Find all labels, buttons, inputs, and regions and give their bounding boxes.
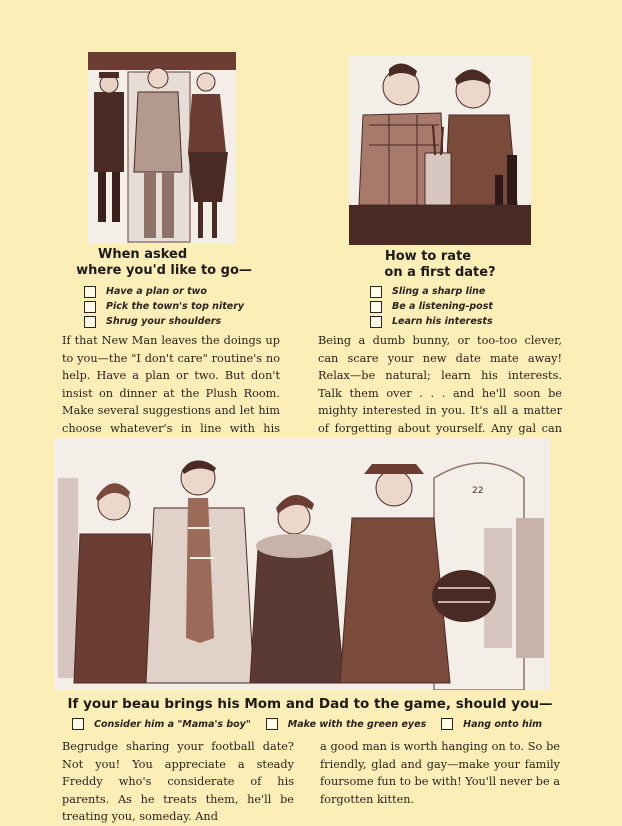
section3-heading: If your beau brings his Mom and Dad to the game, should you— [67,696,553,712]
section1-heading-line1: When asked [98,247,188,262]
section3-option-2[interactable]: Make with the green eyes [266,718,426,730]
checkbox[interactable] [84,316,96,328]
section2-option-1[interactable]: Sling a sharp line [370,284,493,299]
section2-option-3[interactable]: Learn his interests [370,314,493,329]
section3-option-3[interactable]: Hang onto him [441,718,542,730]
section1-option-2[interactable]: Pick the town's top nitery [84,299,244,314]
section3-body-left: Begrudge sharing your football date? Not you! You appreciate a steady Freddy who's considerate of his parents. As he treats them, he'll be treating you, someday. And [62,740,294,823]
checkbox[interactable] [84,286,96,298]
section1-options [84,284,244,329]
section1-option-1[interactable]: Have a plan or two [84,284,244,299]
section3-options [72,718,542,730]
checkbox[interactable] [370,301,382,313]
section2-option-2[interactable]: Be a listening-post [370,299,493,314]
section1-heading-line2: where you'd like to go— [76,263,252,278]
checkbox[interactable] [84,301,96,313]
section2-heading [340,249,540,281]
section2-body: Being a dumb bunny, or too-too clever, can scare your new date mate away! Relax—be natural; learn his interests. Talk them over . . . and he'll soon be mighty interested in you. It's all a matter of forgetting about yourself. Any gal can [318,334,562,435]
section1-heading [64,247,264,279]
illustration-restaurant-entrance [88,52,236,244]
checkbox[interactable] [441,718,453,730]
illustration-soda-fountain [349,55,531,245]
section2-heading-line1: How to rate [384,249,472,264]
checkbox[interactable] [266,718,278,730]
section1-body: If that New Man leaves the doings up to you—the "I don't care" routine's no help. Have a plan or two. But don't insist on dinner at the Plush Room. Make several suggestions and let him choose whatever's in line with his [62,334,280,435]
section2-heading-line2: on a first date? [384,265,496,280]
section2-options [370,284,493,329]
checkbox[interactable] [72,718,84,730]
section1-option-3[interactable]: Shrug your shoulders [84,314,244,329]
checkbox[interactable] [370,316,382,328]
door-number: 22 [472,486,484,496]
checkbox[interactable] [370,286,382,298]
section3-body-right: a good man is worth hanging on to. So be friendly, glad and gay—make your family foursome fun to be with! You'll never be a forgotten kitten. [320,740,560,806]
illustration-family-at-game [54,438,550,690]
section3-option-1[interactable]: Consider him a "Mama's boy" [72,718,251,730]
